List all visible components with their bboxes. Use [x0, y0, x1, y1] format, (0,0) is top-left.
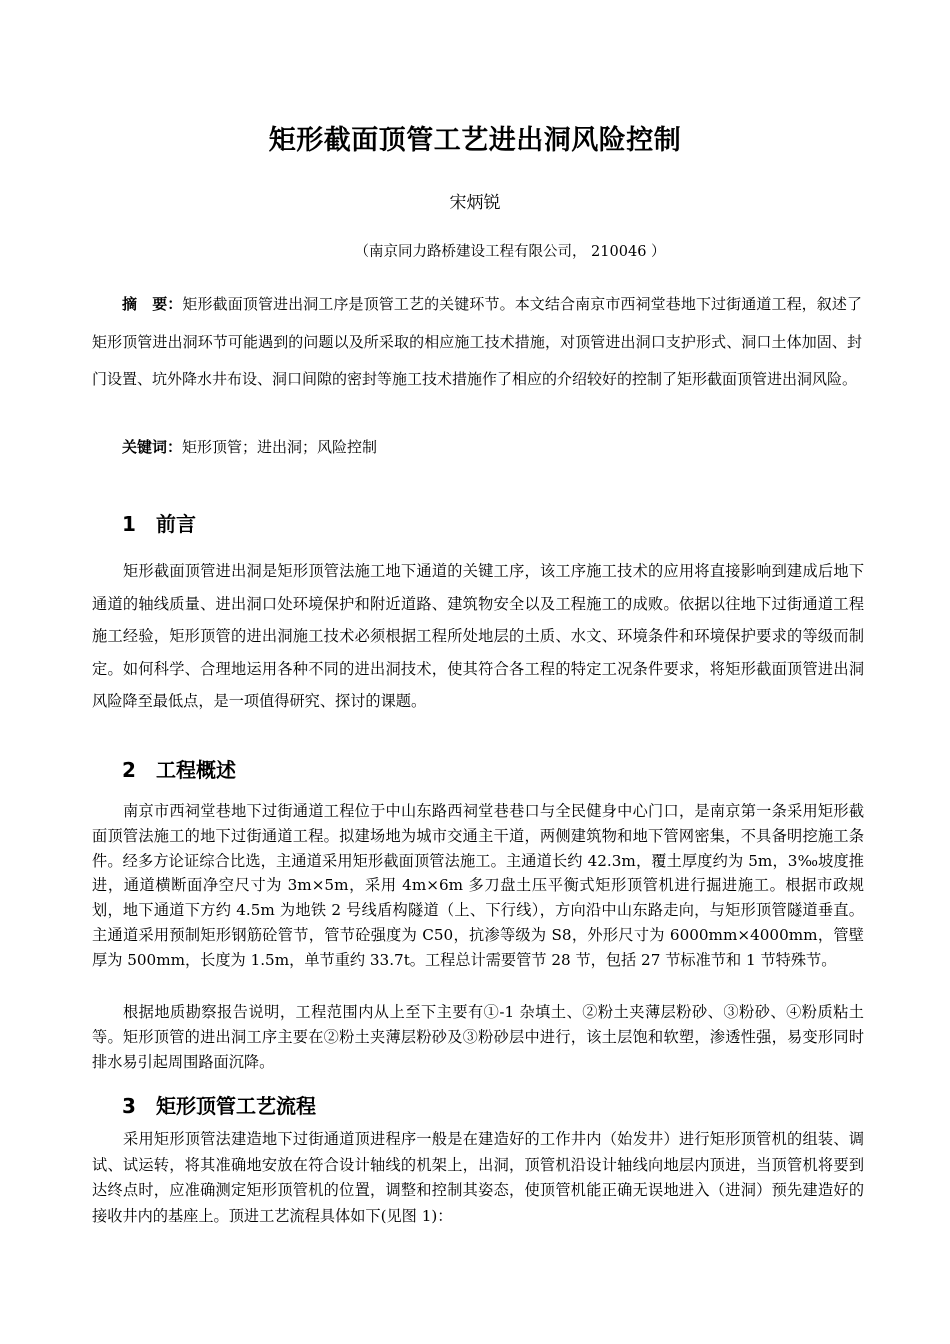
keywords: [122, 436, 377, 457]
section-title: 工程概述: [156, 758, 236, 782]
section-number: 1: [122, 512, 136, 536]
paper-title: 矩形截面顶管工艺进出洞风险控制: [268, 125, 682, 156]
abstract-label: 摘 要：: [122, 295, 183, 313]
keywords-label: 关键词：: [122, 438, 183, 456]
abstract: [92, 286, 862, 399]
section-number: 3: [122, 1094, 136, 1118]
section-2-paragraph-1: 南京市西祠堂巷地下过街通道工程位于中山东路西祠堂巷巷口与全民健身中心门口，是南京第一条采用矩形截面顶管法施工的地下过街通道工程。拟建场地为城市交通主干道，两侧建筑物和地下管网密集，不具备明挖施工条件。经多方论证综合比选，主通道采用矩形截面顶管法施工。主通道长约 42.3m，覆土厚度约为 5m，3‰坡度推进，通道横断面净空尺寸为 3m×5m，采用 4m×6m 多刀盘土压平衡式矩形顶管机进行掘进施工。根据市政规划，地下通道下方约 4.5m 为地铁 2 号线盾构隧道（上、下行线），方向沿中山东路走向，与矩形顶管隧道垂直。主通道采用预制矩形钢筋砼管节，管节砼强度为 C50，抗渗等级为 S8，外形尺寸为 6000mm×4000mm，管壁厚为 500mm，长度为 1.5m，单节重约 33.7t。工程总计需要管节 28 节，包括 27 节标准节和 1 节特殊节。: [92, 802, 864, 969]
abstract-text: 矩形截面顶管进出洞工序是顶管工艺的关键环节。本文结合南京市西祠堂巷地下过街通道工程，叙述了矩形顶管进出洞环节可能遇到的问题以及所采取的相应施工技术措施，对顶管进出洞口支护形式、洞口土体加固、封门设置、坑外降水井布设、洞口间隙的密封等施工技术措施作了相应的介绍较好的控制了矩形截面顶管进出洞风险。: [92, 295, 862, 388]
section-title: 矩形顶管工艺流程: [156, 1094, 316, 1118]
section-1-paragraph: 矩形截面顶管进出洞是矩形顶管法施工地下通道的关键工序，该工序施工技术的应用将直接影响到建成后地下通道的轴线质量、进出洞口处环境保护和附近道路、建筑物安全以及工程施工的成败。依据以往地下过街通道工程施工经验，矩形顶管的进出洞施工技术必须根据工程所处地层的土质、水文、环境条件和环境保护要求的等级而制定。如何科学、合理地运用各种不同的进出洞技术，使其符合各工程的特定工况条件要求，将矩形截面顶管进出洞风险降至最低点，是一项值得研究、探讨的课题。: [92, 562, 864, 710]
section-heading-1: [122, 508, 196, 537]
section-number: 2: [122, 758, 136, 782]
section-title: 前言: [156, 512, 196, 536]
section-3-paragraph: 采用矩形顶管法建造地下过街通道顶进程序一般是在建造好的工作井内（始发井）进行矩形顶管机的组装、调试、试运转，将其准确地安放在符合设计轴线的机架上，出洞，顶管机沿设计轴线向地层内顶进，当顶管机将要到达终点时，应准确测定矩形顶管机的位置，调整和控制其姿态，使顶管机能正确无误地进入（进洞）预先建造好的接收井内的基座上。顶进工艺流程具体如下(见图 1)：: [92, 1130, 864, 1225]
section-heading-2: [122, 754, 236, 783]
author-name: 宋炳锐: [449, 193, 501, 213]
section-2-paragraph-2: 根据地质勘察报告说明，工程范围内从上至下主要有①-1 杂填土、②粉土夹薄层粉砂、③粉砂、④粉质粘土等。矩形顶管的进出洞工序主要在②粉土夹薄层粉砂及③粉砂层中进行，该土层饱和软塑，渗透性强，易变形同时排水易引起周围路面沉降。: [92, 1003, 864, 1071]
keywords-text: 矩形顶管；进出洞；风险控制: [182, 438, 378, 456]
author-affiliation: （南京同力路桥建设工程有限公司， 210046 ）: [354, 244, 666, 260]
section-heading-3: [122, 1090, 316, 1119]
